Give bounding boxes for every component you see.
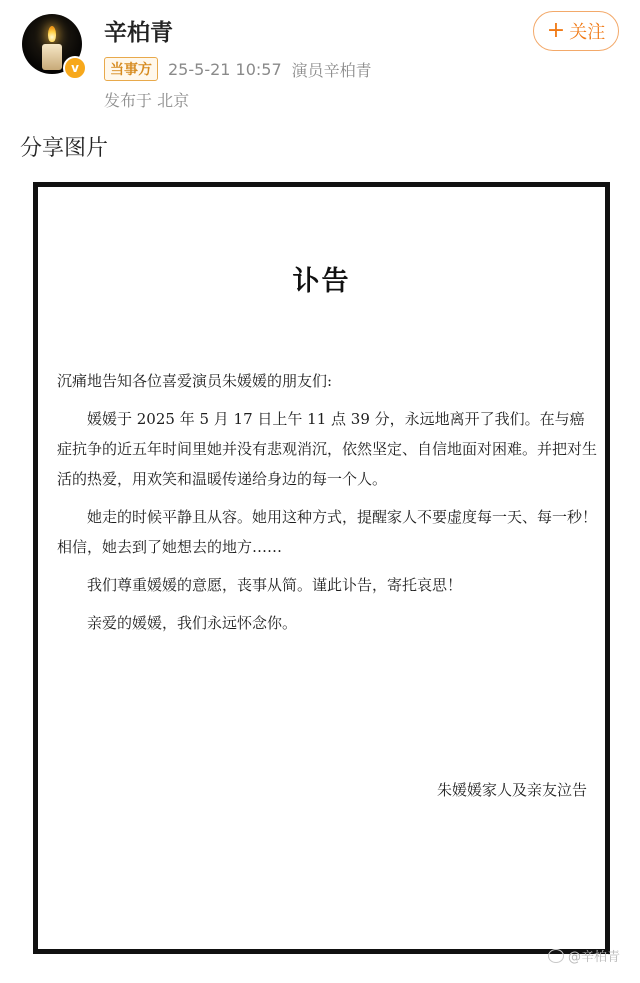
notice-signature: 朱媛媛家人及亲友泣告 [436,781,587,799]
post-text: 分享图片 [20,136,109,161]
notice-paragraph: 她走的时候平静且从容。她用这种方式，提醒家人不要虚度每一天、每一秒！相信，她去到了她想去的地方…… [57,508,598,556]
watermark-text: @辛柏青 [567,950,620,965]
follow-button[interactable] [533,11,619,51]
plus-icon: + [546,18,566,43]
candle-icon [42,44,62,70]
post-timestamp: 25-5-21 10:57 [168,59,282,79]
username[interactable]: 辛柏青 [104,20,173,46]
shared-image[interactable] [33,182,610,954]
candle-flame-icon [48,26,56,42]
notice-title: 讣告 [292,266,351,297]
party-tag: 当事方 [104,57,158,81]
weibo-logo-icon [548,949,564,963]
notice-paragraph: 我们尊重媛媛的意愿，丧事从简。谨此讣告，寄托哀思！ [87,576,463,594]
follow-label: 关注 [569,22,606,43]
verified-badge-icon: v [63,56,87,80]
post-header [0,0,640,120]
notice-body [57,366,597,646]
notice-salutation: 沉痛地告知各位喜爱演员朱媛媛的朋友们: [57,372,333,390]
notice-paragraph: 媛媛于 2025 年 5 月 17 日上午 11 点 39 分，永远地离开了我们。在与癌症抗争的近五年时间里她并没有悲观消沉，依然坚定、自信地面对困难。并把对生活的热爱，用欢笑和温暖传递给身边的每一个人。 [57,410,598,488]
post-location: 发布于 北京 [104,91,190,110]
watermark [548,946,620,965]
notice-paragraph: 亲爱的媛媛，我们永远怀念你。 [87,614,298,632]
post-meta [104,58,372,80]
post-source: 演员辛柏青 [291,60,372,80]
